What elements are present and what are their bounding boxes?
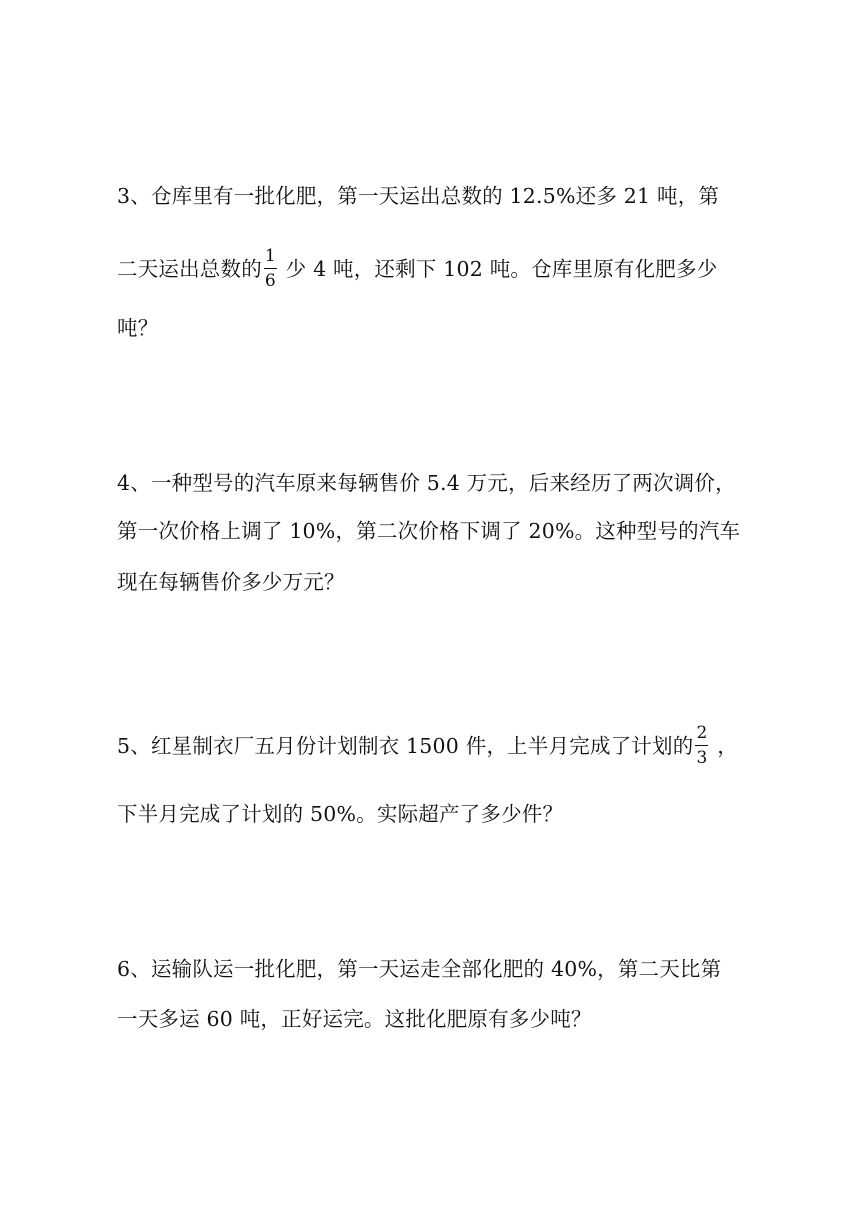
line-text: 6、运输队运一批化肥，第一天运走全部化肥的 40%，第二天比第 bbox=[117, 957, 722, 981]
line-text: 下半月完成了计划的 50%。实际超产了多少件？ bbox=[117, 802, 564, 826]
line-text: 二天运出总数的 bbox=[117, 257, 262, 281]
problem-line bbox=[117, 182, 719, 210]
line-text: 现在每辆售价多少万元？ bbox=[117, 570, 345, 594]
problem-line bbox=[117, 1005, 592, 1033]
problem-line bbox=[117, 800, 563, 828]
line-text: 第一次价格上调了 10%，第二次价格下调了 20%。这种型号的汽车 bbox=[117, 519, 741, 543]
problem-line bbox=[117, 517, 740, 545]
line-text: 一天多运 60 吨，正好运完。这批化肥原有多少吨？ bbox=[117, 1007, 592, 1031]
problem-line bbox=[117, 469, 736, 497]
problem-line bbox=[117, 314, 158, 342]
fraction-numerator: 1 bbox=[264, 246, 277, 269]
problem-line bbox=[117, 955, 721, 983]
fraction bbox=[264, 246, 277, 291]
fraction bbox=[695, 723, 708, 768]
problem-line bbox=[117, 725, 738, 770]
line-text: 吨？ bbox=[117, 316, 159, 340]
fraction-denominator: 6 bbox=[264, 271, 276, 291]
line-text: 4、一种型号的汽车原来每辆售价 5.4 万元，后来经历了两次调价， bbox=[117, 471, 736, 495]
line-text: 3、仓库里有一批化肥，第一天运出总数的 12.5%还多 21 吨，第 bbox=[117, 184, 720, 208]
fraction-denominator: 3 bbox=[696, 748, 708, 768]
line-text: ， bbox=[710, 734, 738, 758]
line-text: 5、红星制衣厂五月份计划制衣 1500 件，上半月完成了计划的 bbox=[117, 734, 694, 758]
line-text: 少 4 吨，还剩下 102 吨。仓库里原有化肥多少 bbox=[278, 257, 718, 281]
problem-line bbox=[117, 568, 345, 596]
fraction-numerator: 2 bbox=[695, 723, 708, 746]
problem-line bbox=[117, 248, 717, 293]
